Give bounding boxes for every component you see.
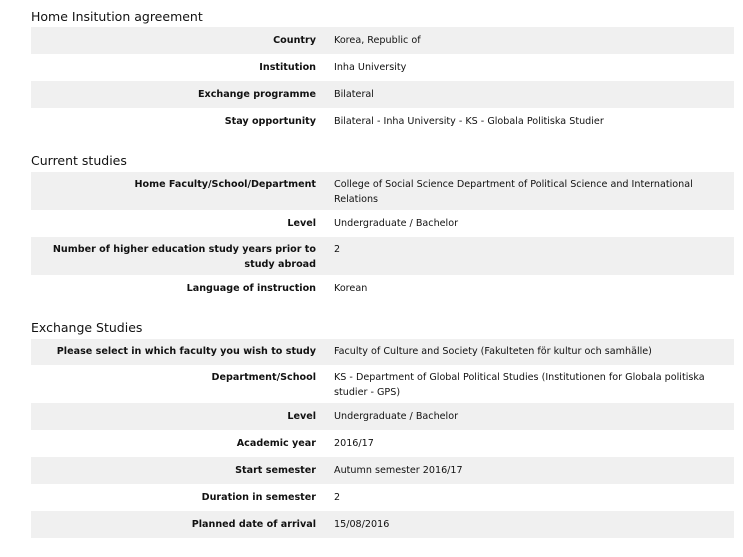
field-value: 2016/17 — [334, 438, 374, 449]
field-value: Bilateral — [334, 89, 374, 100]
field-label: Level — [287, 218, 316, 229]
field-value: Autumn semester 2016/17 — [334, 465, 463, 476]
row-academic-year — [31, 430, 734, 457]
field-value: Inha University — [334, 62, 407, 73]
field-label: Number of higher education study years prior to study abroad — [52, 244, 316, 270]
field-label: Stay opportunity — [224, 116, 316, 127]
row-country — [31, 27, 734, 54]
field-value: KS - Department of Global Political Studies (Institutionen for Globala politiska studier - GPS) — [334, 372, 705, 398]
field-label: Exchange programme — [197, 89, 316, 100]
row-study-years — [31, 237, 734, 275]
field-value: 2 — [334, 492, 341, 503]
field-value: Undergraduate / Bachelor — [334, 411, 459, 422]
row-stay-opportunity — [31, 108, 734, 135]
section-title-current-studies: Current studies — [31, 153, 127, 168]
field-label: Department/School — [211, 372, 316, 383]
field-label: Duration in semester — [201, 492, 316, 503]
row-level — [31, 210, 734, 237]
field-value: College of Social Science Department of Political Science and International Relations — [334, 179, 693, 205]
field-value: Undergraduate / Bachelor — [334, 218, 459, 229]
field-label: Planned date of arrival — [191, 519, 316, 530]
current-studies-table — [31, 172, 734, 302]
field-label: Home Faculty/School/Department — [134, 179, 316, 190]
row-faculty-selection — [31, 339, 734, 365]
field-label: Level — [287, 411, 316, 422]
section-title-exchange-studies: Exchange Studies — [31, 320, 143, 335]
field-label: Please select in which faculty you wish to study — [56, 346, 316, 357]
field-value: Bilateral - Inha University - KS - Globala Politiska Studier — [334, 116, 604, 127]
field-label: Language of instruction — [186, 283, 316, 294]
section-title-home-institution: Home Insitution agreement — [31, 9, 203, 24]
row-department-school — [31, 365, 734, 403]
home-institution-table — [31, 27, 734, 135]
field-value: 2 — [334, 244, 341, 255]
field-value: Korean — [334, 283, 368, 294]
field-label: Institution — [259, 62, 316, 73]
field-label: Country — [273, 35, 316, 46]
row-exchange-programme — [31, 81, 734, 108]
field-label: Start semester — [235, 465, 316, 476]
row-planned-arrival-date — [31, 511, 734, 538]
row-duration-in-semester — [31, 484, 734, 511]
row-start-semester — [31, 457, 734, 484]
field-label: Academic year — [236, 438, 316, 449]
row-home-faculty — [31, 172, 734, 210]
field-value: 15/08/2016 — [334, 519, 390, 530]
row-language-of-instruction — [31, 275, 734, 302]
field-value: Faculty of Culture and Society (Fakulteten för kultur och samhälle) — [334, 346, 652, 357]
row-level — [31, 403, 734, 430]
row-institution — [31, 54, 734, 81]
exchange-studies-table — [31, 339, 734, 538]
field-value: Korea, Republic of — [334, 35, 421, 46]
